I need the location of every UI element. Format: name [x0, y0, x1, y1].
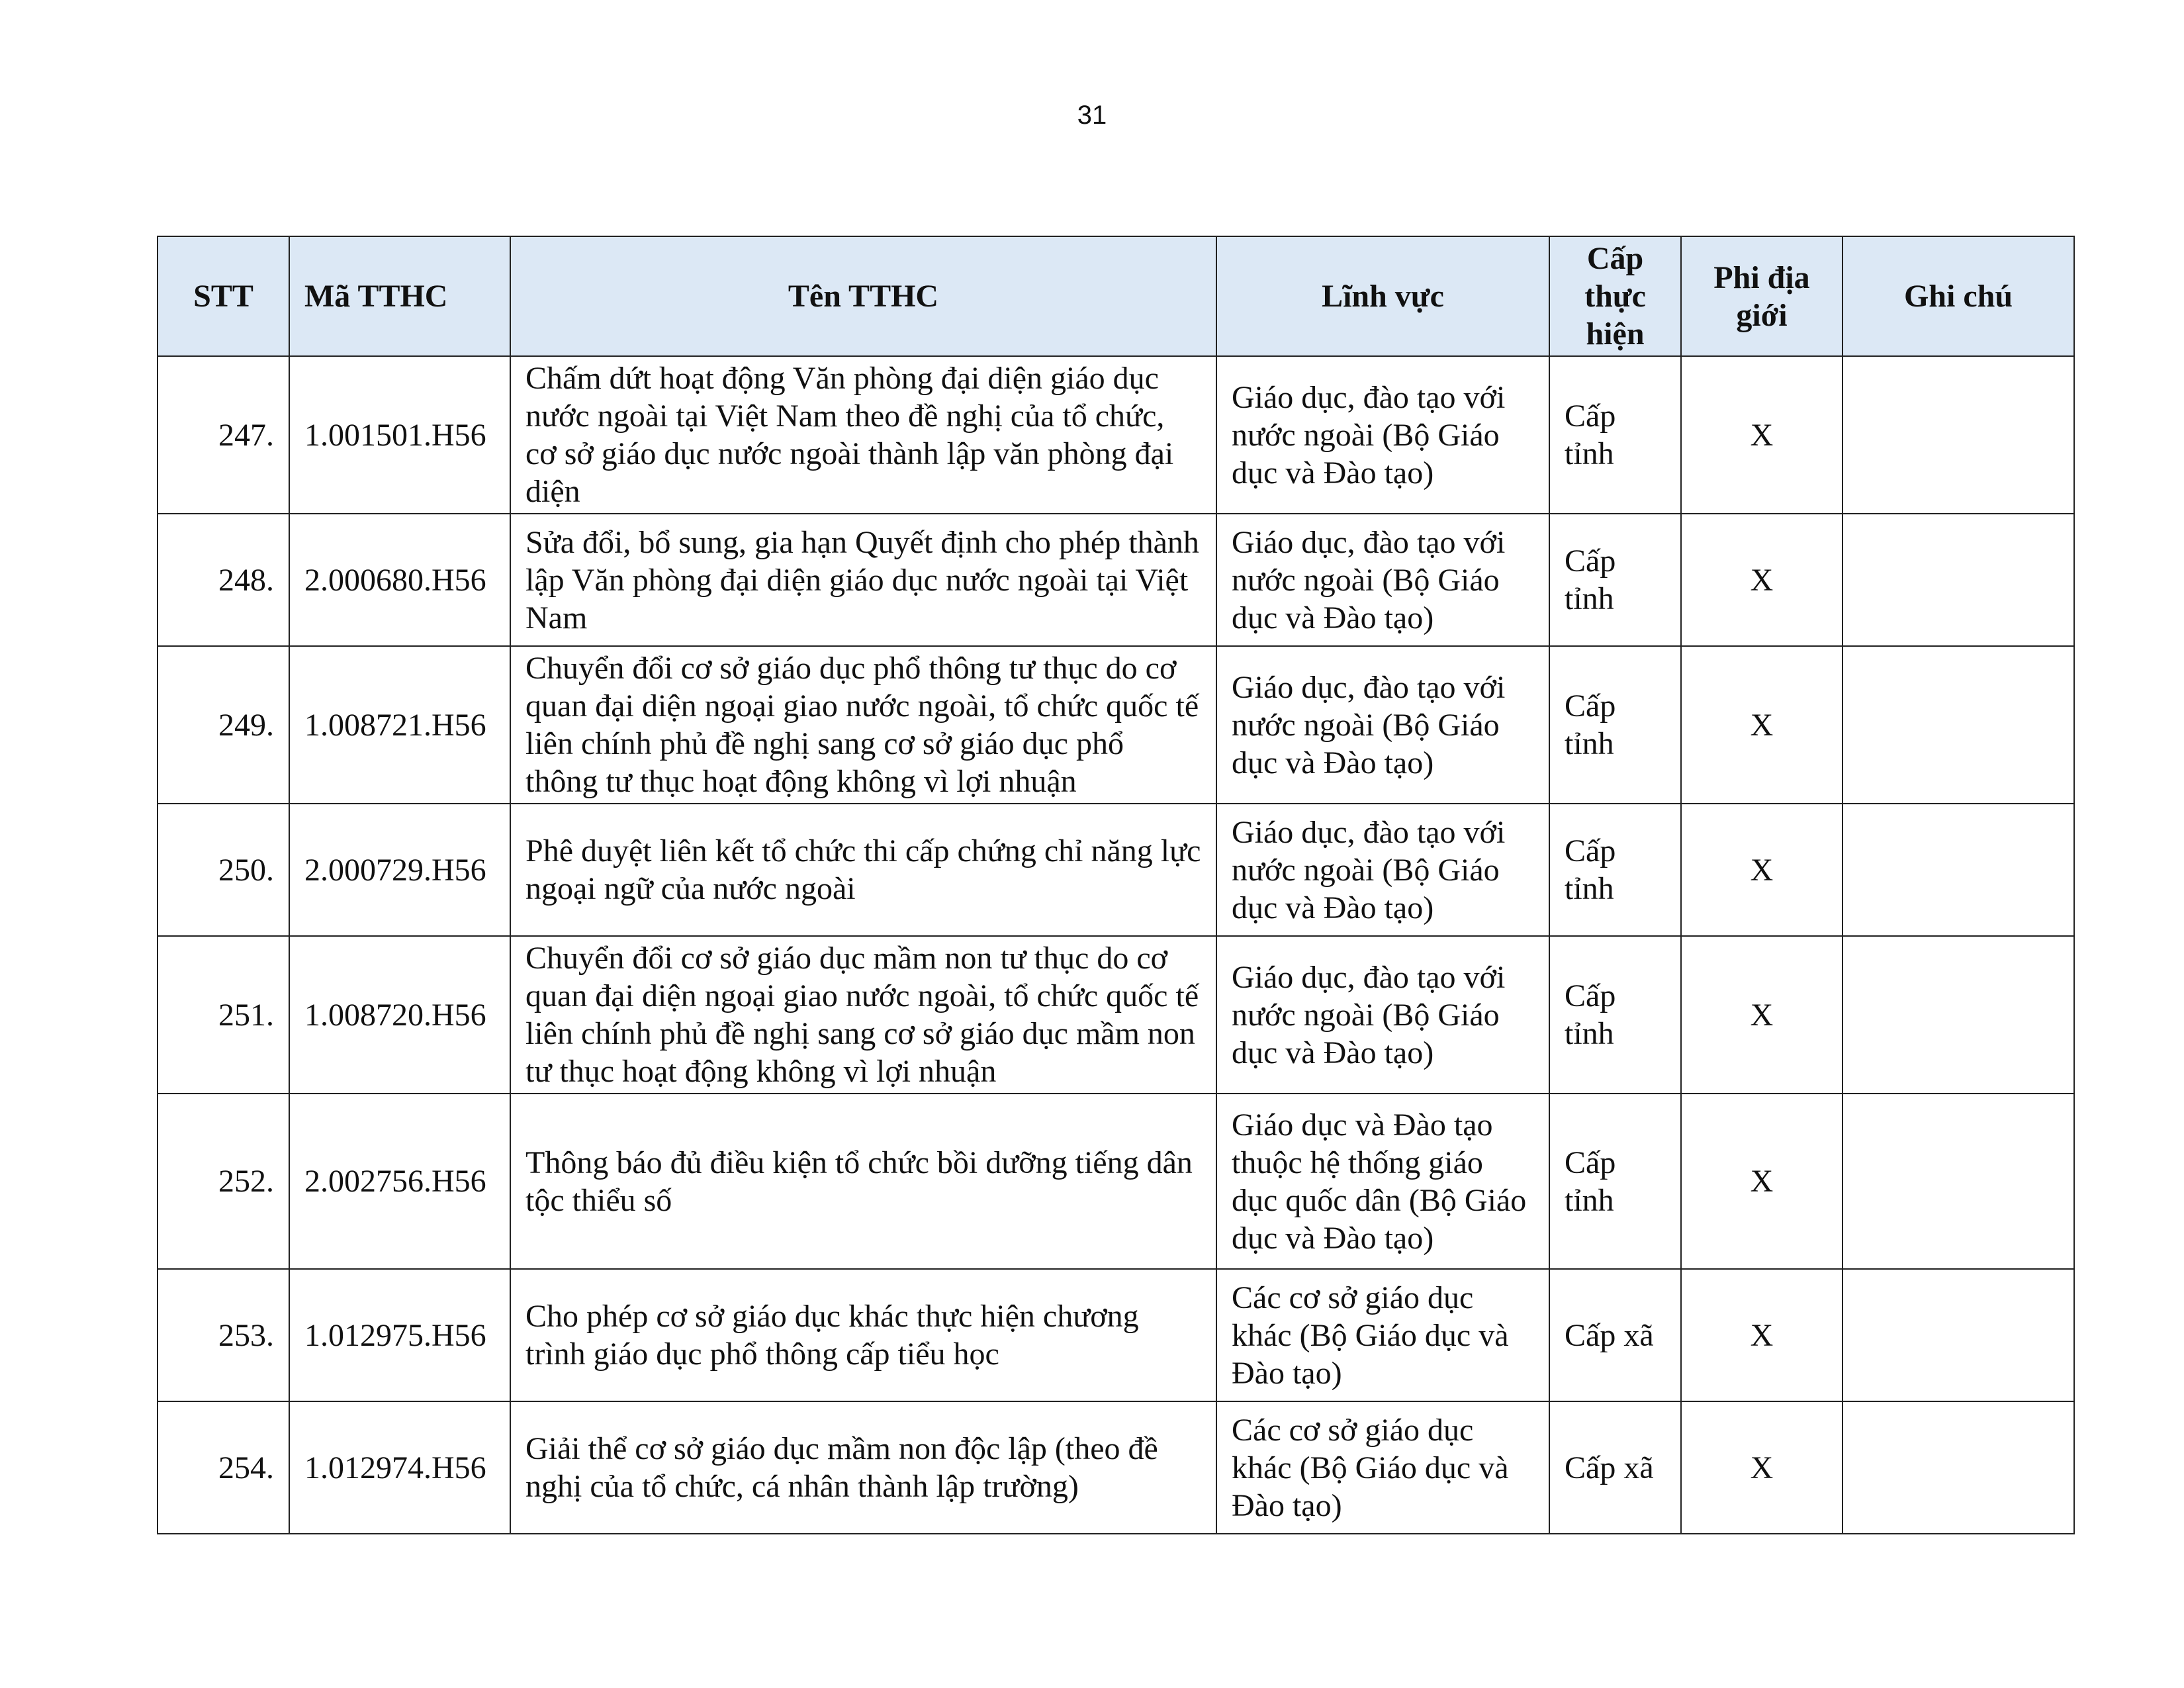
table-row	[158, 356, 2074, 514]
table-row	[158, 1269, 2074, 1401]
page-number: 31	[1077, 101, 1107, 130]
row-stt: 249.	[158, 646, 289, 804]
header-stt: STT	[158, 236, 289, 356]
row-note	[1843, 1401, 2074, 1534]
row-stt: 252.	[158, 1094, 289, 1269]
header-level: Cấp thực hiện	[1549, 236, 1681, 356]
header-field: Lĩnh vực	[1216, 236, 1549, 356]
header-non-boundary: Phi địa giới	[1681, 236, 1843, 356]
row-name: Phê duyệt liên kết tổ chức thi cấp chứng chỉ năng lực ngoại ngữ của nước ngoài	[510, 804, 1216, 936]
row-non-boundary: X	[1681, 514, 1843, 646]
table-row	[158, 1094, 2074, 1269]
row-level: Cấp tỉnh	[1549, 1094, 1681, 1269]
row-field: Giáo dục, đào tạo với nước ngoài (Bộ Giáo dục và Đào tạo)	[1216, 514, 1549, 646]
header-note: Ghi chú	[1843, 236, 2074, 356]
row-level: Cấp tỉnh	[1549, 804, 1681, 936]
row-note	[1843, 1269, 2074, 1401]
row-level: Cấp tỉnh	[1549, 514, 1681, 646]
row-level: Cấp tỉnh	[1549, 646, 1681, 804]
procedures-table	[157, 236, 2075, 1534]
row-level: Cấp tỉnh	[1549, 936, 1681, 1094]
row-note	[1843, 936, 2074, 1094]
table-row	[158, 936, 2074, 1094]
row-code: 1.012975.H56	[289, 1269, 510, 1401]
row-non-boundary: X	[1681, 356, 1843, 514]
row-code: 1.001501.H56	[289, 356, 510, 514]
row-name: Giải thể cơ sở giáo dục mầm non độc lập (theo đề nghị của tổ chức, cá nhân thành lập trường)	[510, 1401, 1216, 1534]
row-name: Chấm dứt hoạt động Văn phòng đại diện giáo dục nước ngoài tại Việt Nam theo đề nghị của tổ chức, cơ sở giáo dục nước ngoài thành lập văn phòng đại diện	[510, 356, 1216, 514]
row-level: Cấp xã	[1549, 1269, 1681, 1401]
row-stt: 251.	[158, 936, 289, 1094]
row-code: 2.002756.H56	[289, 1094, 510, 1269]
row-name: Sửa đổi, bổ sung, gia hạn Quyết định cho phép thành lập Văn phòng đại diện giáo dục nước ngoài tại Việt Nam	[510, 514, 1216, 646]
row-non-boundary: X	[1681, 1269, 1843, 1401]
row-note	[1843, 514, 2074, 646]
row-level: Cấp xã	[1549, 1401, 1681, 1534]
row-name: Chuyển đổi cơ sở giáo dục mầm non tư thục do cơ quan đại diện ngoại giao nước ngoài, tổ chức quốc tế liên chính phủ đề nghị sang cơ sở giáo dục mầm non tư thục hoạt động không vì lợi nhuận	[510, 936, 1216, 1094]
row-stt: 253.	[158, 1269, 289, 1401]
row-code: 2.000729.H56	[289, 804, 510, 936]
row-code: 1.008721.H56	[289, 646, 510, 804]
table-row	[158, 514, 2074, 646]
row-field: Giáo dục và Đào tạo thuộc hệ thống giáo dục quốc dân (Bộ Giáo dục và Đào tạo)	[1216, 1094, 1549, 1269]
row-stt: 247.	[158, 356, 289, 514]
row-note	[1843, 356, 2074, 514]
row-non-boundary: X	[1681, 1401, 1843, 1534]
row-non-boundary: X	[1681, 936, 1843, 1094]
table-row	[158, 804, 2074, 936]
table-header-row	[158, 236, 2074, 356]
row-code: 2.000680.H56	[289, 514, 510, 646]
row-level: Cấp tỉnh	[1549, 356, 1681, 514]
row-stt: 254.	[158, 1401, 289, 1534]
table-row	[158, 646, 2074, 804]
row-non-boundary: X	[1681, 646, 1843, 804]
row-name: Cho phép cơ sở giáo dục khác thực hiện chương trình giáo dục phổ thông cấp tiểu học	[510, 1269, 1216, 1401]
row-stt: 250.	[158, 804, 289, 936]
row-field: Giáo dục, đào tạo với nước ngoài (Bộ Giáo dục và Đào tạo)	[1216, 936, 1549, 1094]
row-code: 1.012974.H56	[289, 1401, 510, 1534]
row-non-boundary: X	[1681, 1094, 1843, 1269]
row-field: Các cơ sở giáo dục khác (Bộ Giáo dục và Đào tạo)	[1216, 1269, 1549, 1401]
row-name: Thông báo đủ điều kiện tổ chức bồi dưỡng tiếng dân tộc thiểu số	[510, 1094, 1216, 1269]
row-field: Các cơ sở giáo dục khác (Bộ Giáo dục và Đào tạo)	[1216, 1401, 1549, 1534]
row-code: 1.008720.H56	[289, 936, 510, 1094]
row-name: Chuyển đổi cơ sở giáo dục phổ thông tư thục do cơ quan đại diện ngoại giao nước ngoài, tổ chức quốc tế liên chính phủ đề nghị sang cơ sở giáo dục phổ thông tư thục hoạt động không vì lợi nhuận	[510, 646, 1216, 804]
row-note	[1843, 804, 2074, 936]
row-field: Giáo dục, đào tạo với nước ngoài (Bộ Giáo dục và Đào tạo)	[1216, 646, 1549, 804]
header-code: Mã TTHC	[289, 236, 510, 356]
row-note	[1843, 646, 2074, 804]
row-field: Giáo dục, đào tạo với nước ngoài (Bộ Giáo dục và Đào tạo)	[1216, 356, 1549, 514]
row-non-boundary: X	[1681, 804, 1843, 936]
table-row	[158, 1401, 2074, 1534]
header-name: Tên TTHC	[510, 236, 1216, 356]
row-stt: 248.	[158, 514, 289, 646]
row-field: Giáo dục, đào tạo với nước ngoài (Bộ Giáo dục và Đào tạo)	[1216, 804, 1549, 936]
row-note	[1843, 1094, 2074, 1269]
